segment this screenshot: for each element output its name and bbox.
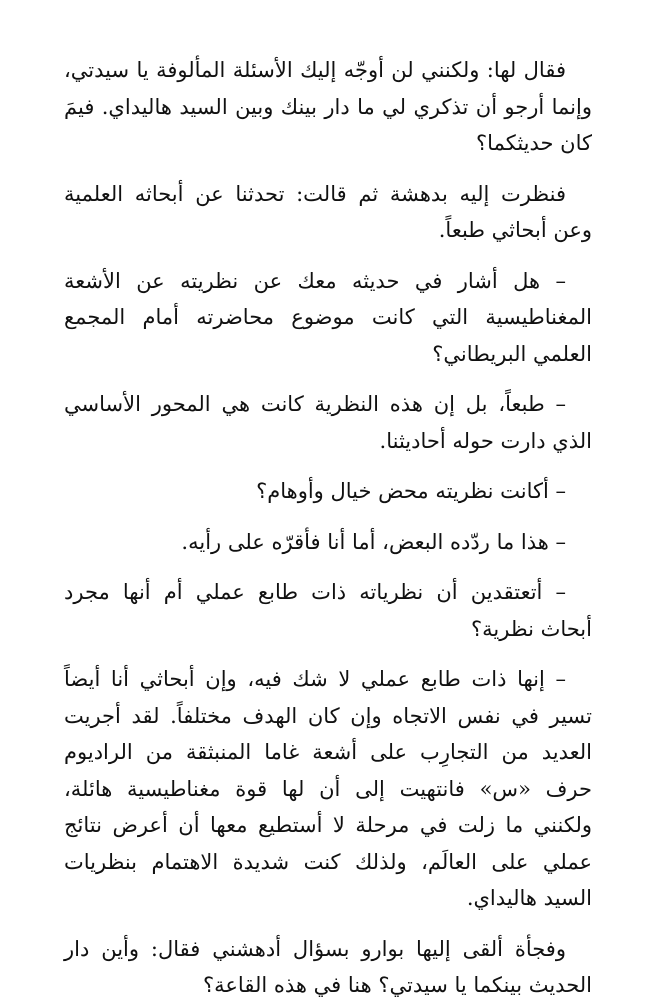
paragraph-poirot-question: فقال لها: ولكنني لن أوجّه إليك الأسئلة المألوفة يا سيدتي، وإنما أرجو أن تذكري لي ما دار بينك وبين السيد هاليداي. فيمَ كان حديثكما؟	[64, 58, 592, 155]
dialogue-research-answer: – إنها ذات طابع عملي لا شك فيه، وإن أبحاثي أنا أيضاً تسير في نفس الاتجاه وإن كان الهدف مختلفاً. لقد أجريت العديد من التجارِب على أشعة غاما المنبثقة من الراديوم حرف «س» فانتهيت إلى أن لها قوة مغناطيسية هائلة، ولكنني ما زلت في مرحلة لا أستطيع معها أن أعرض نتائج عملي على العالَم، ولذلك كنت شديدة الاهتمام بنظريات السيد هاليداي.	[64, 667, 592, 910]
dialogue-theory-answer: – طبعاً، بل إن هذه النظرية كانت هي المحور الأساسي الذي دارت حوله أحاديثنا.	[64, 392, 592, 453]
paragraph-her-reply: فنظرت إليه بدهشة ثم قالت: تحدثنا عن أبحاثه العلمية وعن أبحاثي طبعاً.	[64, 181, 592, 242]
dialogue-fantasy-question: – أكانت نظريته محض خيال وأوهام؟	[256, 479, 566, 503]
book-page-text	[64, 52, 592, 1004]
paragraph-sudden-question: وفجأة ألقى إليها بوارو بسؤال أدهشني فقال: وأين دار الحديث بينكما يا سيدتي؟ هنا في هذه القاعة؟	[64, 936, 592, 997]
dialogue-practical-question: – أتعتقدين أن نظرياته ذات طابع عملي أم أنها مجرد أبحاث نظرية؟	[64, 580, 592, 641]
dialogue-agreement-answer: – هذا ما ردّده البعض، أما أنا فأقرّه على رأيه.	[181, 529, 566, 554]
dialogue-magnetic-rays-question: – هل أشار في حديثه معك عن نظريته عن الأشعة المغناطيسية التي كانت موضوع محاضرته أمام المجمع العلمي البريطاني؟	[64, 268, 592, 366]
